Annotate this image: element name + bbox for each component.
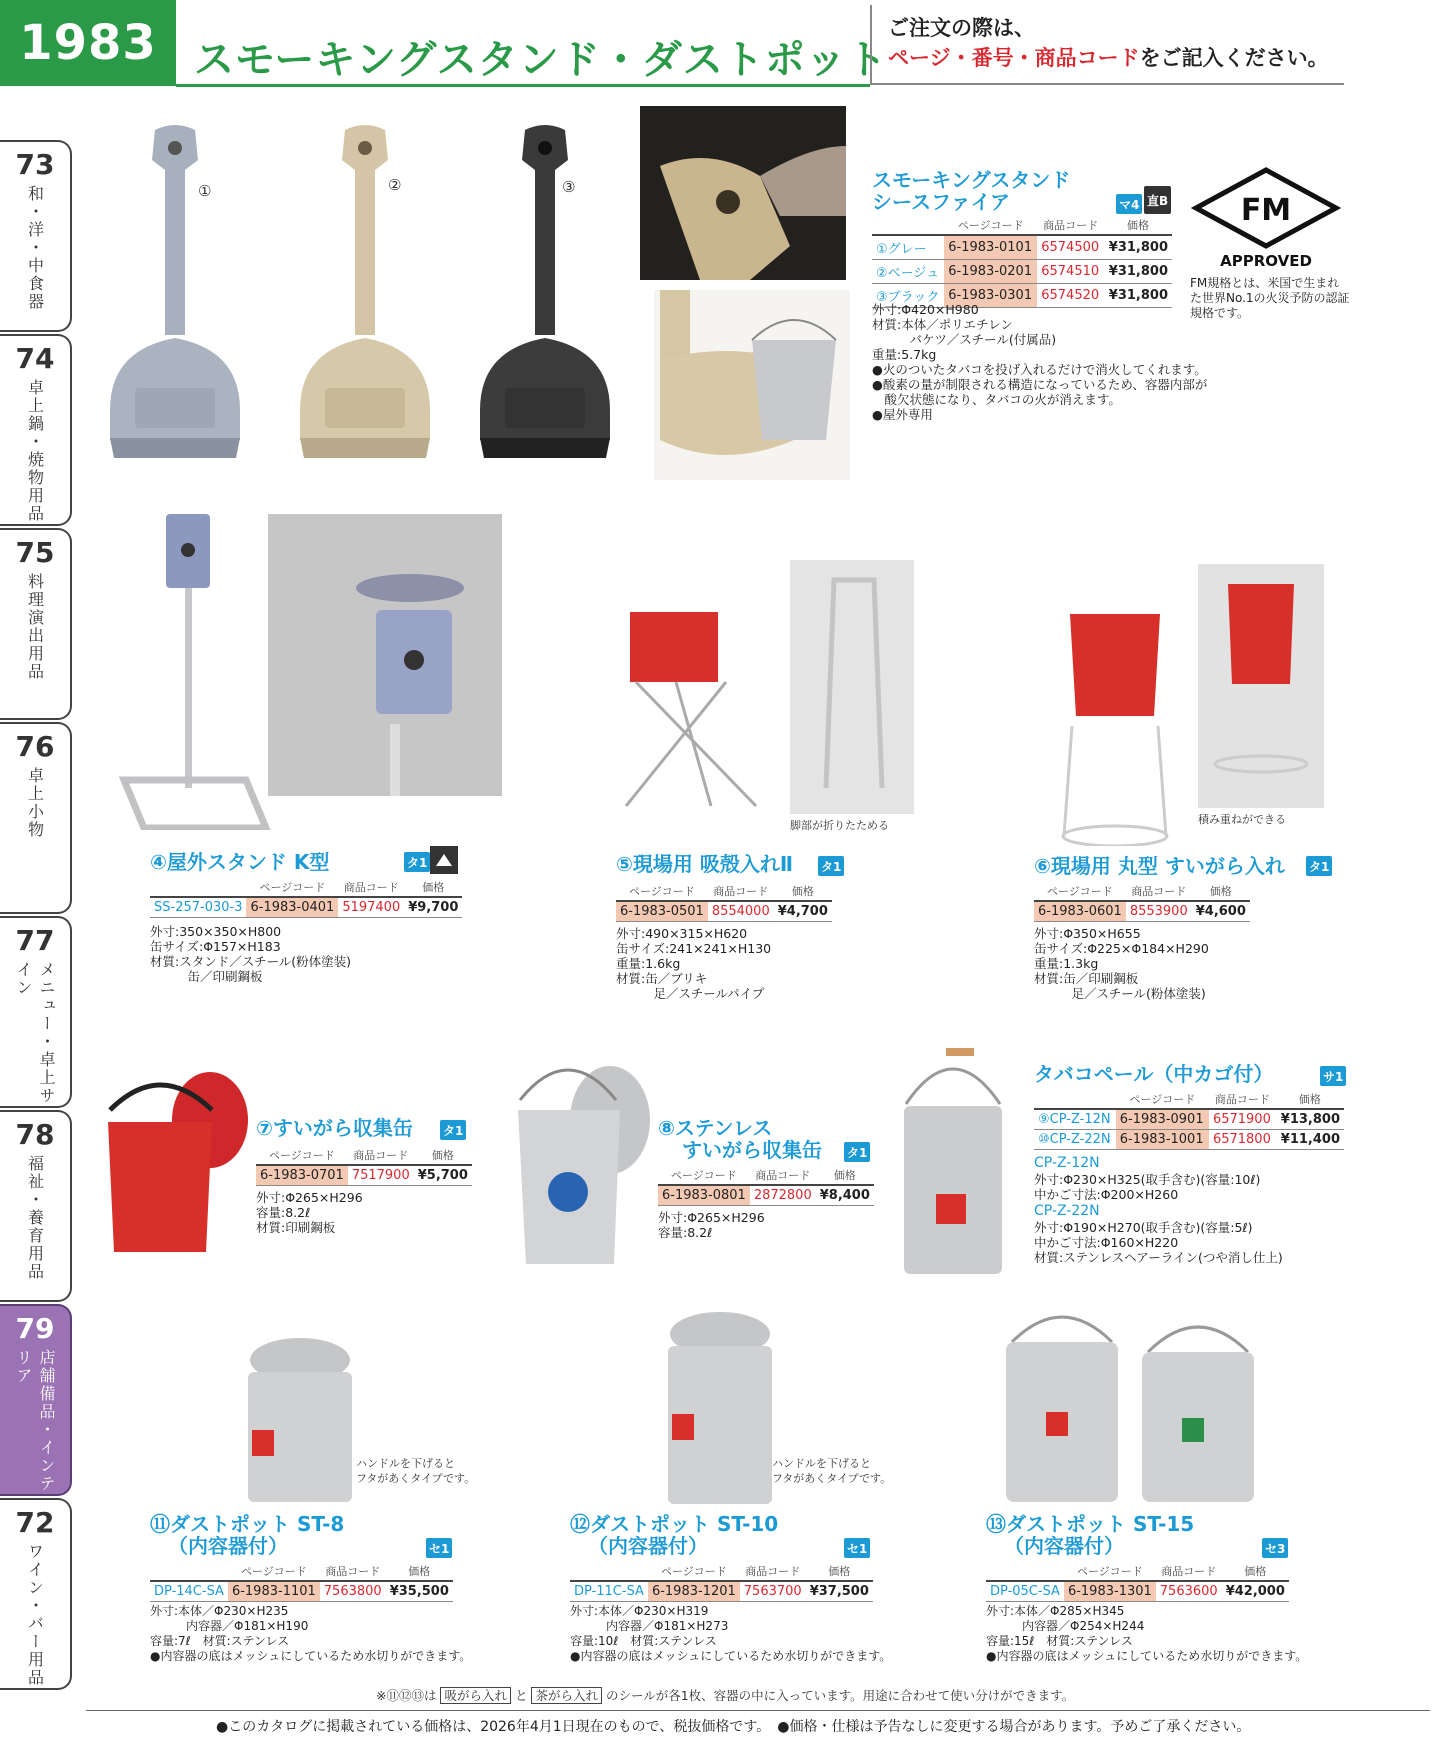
price: ¥4,700 [774, 901, 832, 922]
tab-number: 79 [15, 1312, 55, 1345]
col-price: 価格 [1192, 882, 1250, 901]
col-page-code: ページコード [246, 878, 338, 897]
product-4-name: ④屋外スタンド K型 [150, 850, 330, 874]
price: ¥42,000 [1222, 1581, 1289, 1602]
model: DP-11C-SA [570, 1581, 648, 1602]
product-11-badge: セ1 [426, 1538, 452, 1558]
stacked-ashtray-photo [1198, 564, 1324, 808]
col-page-code: ページコード [228, 1562, 320, 1581]
product-9-table [1034, 1090, 1344, 1150]
col-product-code: 商品コード [1037, 216, 1104, 235]
tab-number: 74 [15, 342, 55, 375]
col-page-code: ページコード [944, 216, 1037, 235]
price: ¥37,500 [806, 1581, 873, 1602]
outdoor-stand-image [116, 510, 276, 830]
price: ¥9,700 [404, 897, 462, 918]
product-12-name-line2: （内容器付） [588, 1534, 708, 1558]
col-price: 価格 [1276, 1090, 1344, 1109]
fm-approved-text: APPROVED [1220, 252, 1312, 270]
fm-note: FM規格とは、米国で生まれた世界No.1の火災予防の認証規格です。 [1190, 276, 1350, 320]
col-product-code: 商品コード [1156, 1562, 1222, 1581]
table-row [150, 1581, 453, 1602]
product-13-badge: セ3 [1262, 1538, 1288, 1558]
page-code: 6-1983-1001 [1116, 1130, 1209, 1150]
product-12-spec: 外寸:本体／Φ230×H319 内容器／Φ181×H273 容量:10ℓ 材質:ステンレス ●内容器の底はメッシュにしているため水切りができます。 [570, 1604, 892, 1663]
product-code: 8553900 [1126, 901, 1192, 922]
price: ¥31,800 [1104, 284, 1172, 308]
tab-label: メニュー・卓上サイン [14, 961, 56, 1105]
tab-label: 卓上小物 [25, 767, 45, 839]
product-9-spec: 外寸:Φ230×H325(取手含む)(容量:10ℓ) 中かご寸法:Φ200×H260 [1034, 1172, 1261, 1202]
tab-label: 料理演出用品 [25, 573, 45, 681]
table-row [256, 1165, 472, 1186]
model: ⑩CP-Z-22N [1034, 1130, 1116, 1150]
product-code: 2872800 [750, 1185, 816, 1206]
product-5-badge: タ1 [818, 856, 844, 876]
tab-72[interactable] [0, 1498, 72, 1690]
tab-number: 72 [15, 1506, 55, 1539]
table-row [1034, 1130, 1344, 1150]
tab-78[interactable] [0, 1110, 72, 1302]
product-11-name-line2: （内容器付） [168, 1534, 288, 1558]
col-page-code: ページコード [616, 882, 708, 901]
product-7-table [256, 1146, 472, 1186]
smoking-demo-photo [640, 106, 846, 280]
order-note-highlight: ページ・番号・商品コード [888, 46, 1140, 70]
tab-75[interactable] [0, 528, 72, 720]
col-page-code: ページコード [1064, 1562, 1156, 1581]
tab-79[interactable] [0, 1304, 72, 1496]
page-code: 6-1983-0601 [1034, 901, 1126, 922]
tab-number: 73 [15, 148, 55, 181]
col-price: 価格 [816, 1166, 874, 1185]
product-1-badge-direct: 直B [1144, 186, 1171, 214]
tab-74[interactable] [0, 334, 72, 526]
product-10-model: CP-Z-22N [1034, 1203, 1100, 1219]
product-code: 7517900 [348, 1165, 414, 1186]
product-6-caption: 積み重ねができる [1198, 813, 1286, 826]
tab-label: 卓上鍋・焼物用品 [25, 379, 45, 523]
product-code: 6574500 [1037, 235, 1104, 260]
product-9-badge: サ1 [1320, 1066, 1346, 1086]
col-page-code: ページコード [658, 1166, 750, 1185]
product-11-spec: 外寸:本体／Φ230×H235 内容器／Φ181×H190 容量:7ℓ 材質:ステンレス ●内容器の底はメッシュにしているため水切りができます。 [150, 1604, 472, 1663]
page-code: 6-1983-0901 [1116, 1109, 1209, 1130]
sticker-note-pre: ※⑪⑫⑬は [376, 1688, 437, 1703]
round-ashtray-image [1060, 606, 1170, 846]
order-note-line1: ご注文の際は、 [888, 16, 1035, 40]
bucket-photo [654, 290, 850, 480]
product-11-caption: ハンドルを下げると フタがあくタイプです。 [356, 1457, 476, 1485]
col-product-code: 商品コード [320, 1562, 386, 1581]
product-5-name: ⑤現場用 吸殻入れⅡ [616, 852, 794, 876]
col-price: 価格 [1222, 1562, 1289, 1581]
price: ¥31,800 [1104, 260, 1172, 284]
model: DP-05C-SA [986, 1581, 1064, 1602]
product-7-name: ⑦すいがら収集缶 [256, 1116, 413, 1140]
product-6-badge: タ1 [1306, 856, 1332, 876]
table-row [1034, 901, 1250, 922]
product-12-caption: ハンドルを下げると フタがあくタイプです。 [772, 1457, 892, 1485]
product-code: 5197400 [338, 897, 404, 918]
product-4-spec: 外寸:350×350×H800 缶サイズ:Φ157×H183 材質:スタンド／スチール(粉体塗装) 缶／印刷鋼板 [150, 924, 351, 984]
tab-number: 77 [15, 924, 55, 957]
product-7-spec: 外寸:Φ265×H296 容量:8.2ℓ 材質:印刷鋼板 [256, 1190, 363, 1235]
product-9-model: CP-Z-12N [1034, 1155, 1100, 1171]
product-8-name-line1: ⑧ステンレス [658, 1116, 773, 1140]
product-6-spec: 外寸:Φ350×H655 缶サイズ:Φ225×Φ184×H290 重量:1.3kg 材質:缶／印刷鋼板 足／スチール(粉体塗装) [1034, 926, 1209, 1001]
page-number: 1983 [0, 0, 176, 86]
price: ¥31,800 [1104, 235, 1172, 260]
outdoor-stand-detail-photo [268, 514, 502, 796]
price: ¥13,800 [1276, 1109, 1344, 1130]
col-product-code: 商品コード [348, 1146, 414, 1165]
tab-73[interactable] [0, 140, 72, 332]
product-1-table [872, 216, 1172, 308]
product-code: 6571900 [1209, 1109, 1276, 1130]
page-code: 6-1983-0701 [256, 1165, 348, 1186]
col-product-code: 商品コード [1209, 1090, 1276, 1109]
product-11-table [150, 1562, 453, 1602]
col-product-code: 商品コード [750, 1166, 816, 1185]
folded-stand-photo [790, 560, 914, 814]
smoking-stand-beige-image [290, 120, 440, 470]
stainless-collection-can-image [504, 1040, 654, 1270]
product-8-spec: 外寸:Φ265×H296 容量:8.2ℓ [658, 1210, 765, 1240]
page-code: 6-1983-0401 [246, 897, 338, 918]
page-code: 6-1983-1101 [228, 1581, 320, 1602]
product-13-spec: 外寸:本体／Φ285×H345 内容器／Φ254×H244 容量:15ℓ 材質:ステンレス ●内容器の底はメッシュにしているため水切りができます。 [986, 1604, 1308, 1663]
model: ⑨CP-Z-12N [1034, 1109, 1116, 1130]
product-6-table [1034, 882, 1250, 922]
order-note-rest: をご記入ください。 [1139, 46, 1329, 70]
fm-approved-logo [1186, 166, 1346, 270]
product-5-spec: 外寸:490×315×H620 缶サイズ:241×241×H130 重量:1.6kg 材質:缶／ブリキ 足／スチールパイプ [616, 926, 772, 1001]
dust-pot-st15-image [1000, 1302, 1270, 1508]
product-13-name-line2: （内容器付） [1004, 1534, 1124, 1558]
product-6-name: ⑥現場用 丸型 すいがら入れ [1034, 854, 1285, 878]
tab-label: 福祉・養育用品 [25, 1155, 45, 1281]
model: ①グレー [872, 235, 944, 260]
tab-76[interactable] [0, 722, 72, 914]
page-code: 6-1983-0801 [658, 1185, 750, 1206]
col-product-code: 商品コード [708, 882, 774, 901]
tab-number: 76 [15, 730, 55, 763]
callout-2: ② [388, 176, 402, 194]
dust-pot-st8-image [240, 1320, 360, 1508]
table-row [616, 901, 832, 922]
price: ¥8,400 [816, 1185, 874, 1206]
model: SS-257-030-3 [150, 897, 246, 918]
product-code: 7563700 [740, 1581, 806, 1602]
order-note [870, 5, 1344, 85]
tab-label: 店舗備品・インテリア [14, 1349, 56, 1493]
table-row [872, 235, 1172, 260]
sticker-note [376, 1686, 1074, 1704]
sticker-label-tea: 茶がら入れ [531, 1687, 602, 1704]
product-13-table [986, 1562, 1289, 1602]
col-page-code: ページコード [1116, 1090, 1209, 1109]
model: ②ベージュ [872, 260, 944, 284]
callout-1: ① [198, 182, 212, 200]
tab-number: 78 [15, 1118, 55, 1151]
product-4-table [150, 878, 462, 918]
model: DP-14C-SA [150, 1581, 228, 1602]
tab-label: 和・洋・中食器 [25, 185, 45, 311]
price: ¥11,400 [1276, 1130, 1344, 1150]
col-price: 価格 [414, 1146, 472, 1165]
col-page-code: ページコード [1034, 882, 1126, 901]
product-4-badge: タ1 [404, 852, 430, 872]
col-price: 価格 [774, 882, 832, 901]
fm-logo-text: FM [1240, 193, 1292, 228]
dust-pot-st10-image [660, 1294, 780, 1508]
col-product-code: 商品コード [1126, 882, 1192, 901]
callout-3: ③ [562, 178, 576, 196]
table-row [570, 1581, 873, 1602]
product-8-badge: タ1 [844, 1142, 870, 1162]
product-12-badge: セ1 [844, 1538, 870, 1558]
collection-can-red-image [100, 1050, 250, 1260]
product-9-name: タバコペール（中カゴ付） [1034, 1062, 1274, 1086]
table-row [658, 1185, 874, 1206]
product-code: 6574520 [1037, 284, 1104, 308]
tobacco-pail-image [898, 1044, 1008, 1276]
page-code: 6-1983-1201 [648, 1581, 740, 1602]
col-price: 価格 [806, 1562, 873, 1581]
footer-rule [86, 1710, 1430, 1711]
smoking-stand-black-image [470, 120, 620, 470]
col-page-code: ページコード [648, 1562, 740, 1581]
assembly-icon [430, 846, 458, 874]
tab-label: ワイン・バー用品 [25, 1543, 45, 1687]
product-1-spec: 外寸:Φ420×H980 材質:本体／ポリエチレン バケツ／スチール(付属品) 重量:5.7kg ●火のついたタバコを投げ入れるだけで消火してくれます。 ●酸素の量が制限される構造になっているため、容器内部が 酸欠状態になり、タバコの火が消えます。 ●屋外専用 [872, 302, 1208, 422]
product-8-table [658, 1166, 874, 1206]
sticker-note-post: のシールが各1枚、容器の中に入っています。用途に合わせて使い分けができます。 [605, 1688, 1075, 1703]
table-row [872, 260, 1172, 284]
table-row [986, 1581, 1289, 1602]
product-code: 6574510 [1037, 260, 1104, 284]
product-12-table [570, 1562, 873, 1602]
sticker-note-mid: と [514, 1688, 528, 1703]
col-price: 価格 [404, 878, 462, 897]
tab-number: 75 [15, 536, 55, 569]
product-code: 6571800 [1209, 1130, 1276, 1150]
table-row [1034, 1109, 1344, 1130]
col-price: 価格 [386, 1562, 453, 1581]
product-5-caption: 脚部が折りたためる [790, 819, 889, 832]
page-code: 6-1983-1301 [1064, 1581, 1156, 1602]
product-code: 8554000 [708, 901, 774, 922]
header-rule [176, 84, 870, 87]
product-1-name-line1: スモーキングスタンド [872, 168, 1071, 192]
product-5-table [616, 882, 832, 922]
page-code: 6-1983-0201 [944, 260, 1037, 284]
price: ¥35,500 [386, 1581, 453, 1602]
tab-77[interactable] [0, 916, 72, 1108]
model: ③ブラック [872, 284, 944, 308]
product-10-spec: 外寸:Φ190×H270(取手含む)(容量:5ℓ) 中かご寸法:Φ160×H220 材質:ステンレスヘアーライン(つや消し仕上) [1034, 1220, 1283, 1265]
page-code: 6-1983-0301 [944, 284, 1037, 308]
product-7-badge: タ1 [440, 1120, 466, 1140]
col-product-code: 商品コード [338, 878, 404, 897]
page-code: 6-1983-0501 [616, 901, 708, 922]
page-title: スモーキングスタンド・ダストポット [194, 37, 888, 83]
product-12-name-line1: ⑫ダストポット ST-10 [570, 1512, 779, 1536]
product-13-name-line1: ⑬ダストポット ST-15 [986, 1512, 1195, 1536]
table-row [150, 897, 462, 918]
product-11-name-line1: ⑪ダストポット ST-8 [150, 1512, 345, 1536]
site-ashtray-image [616, 606, 776, 816]
price: ¥4,600 [1192, 901, 1250, 922]
product-code: 7563600 [1156, 1581, 1222, 1602]
smoking-stand-gray-image [100, 120, 250, 470]
order-note-line2 [888, 43, 1344, 73]
footer-note: ●このカタログに掲載されている価格は、2026年4月1日現在のもので、税抜価格です。 ●価格・仕様は予告なしに変更する場合があります。予めご了承ください。 [216, 1719, 1251, 1735]
product-8-name-line2: すいがら収集缶 [682, 1138, 822, 1162]
product-code: 7563800 [320, 1581, 386, 1602]
col-price: 価格 [1104, 216, 1172, 235]
col-page-code: ページコード [256, 1146, 348, 1165]
product-1-badge: マ4 [1116, 194, 1142, 214]
page-code: 6-1983-0101 [944, 235, 1037, 260]
price: ¥5,700 [414, 1165, 472, 1186]
sticker-label-ash: 吸がら入れ [440, 1687, 511, 1704]
col-product-code: 商品コード [740, 1562, 806, 1581]
product-1-name-line2: シースファイア [872, 190, 1010, 214]
